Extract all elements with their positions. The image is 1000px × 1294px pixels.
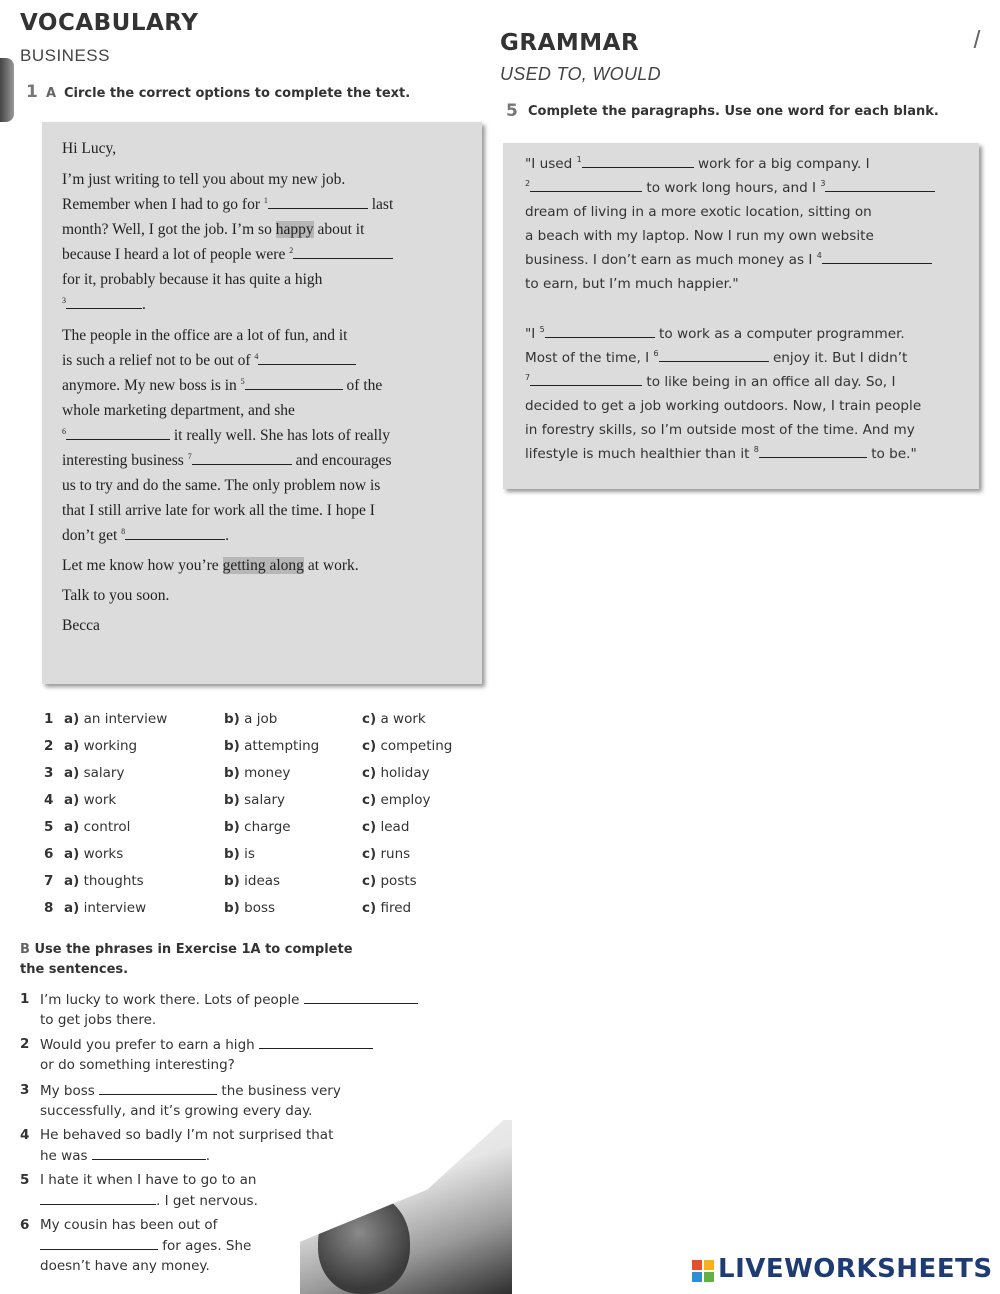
blank-7[interactable] bbox=[192, 450, 292, 465]
option-b[interactable]: b) salary bbox=[224, 792, 286, 808]
letter-line: month? Well, I got the job. I’m so happy about it bbox=[62, 221, 365, 238]
grammar-blank-5[interactable] bbox=[545, 323, 655, 338]
letter-line: whole marketing department, and she bbox=[62, 402, 295, 419]
option-row: 6 a) works b) is c) runs bbox=[44, 846, 411, 862]
part-b-letter: B bbox=[20, 942, 30, 957]
vocabulary-title: VOCABULARY bbox=[20, 10, 199, 36]
logo-text: LIVEWORKSHEETS bbox=[718, 1254, 993, 1284]
option-row: 3 a) salary b) money c) holiday bbox=[44, 765, 430, 781]
letter-line: $^6$ it really well. She has lots of really bbox=[62, 427, 390, 444]
grammar-line: $^2$ to work long hours, and I $^3$ bbox=[525, 176, 973, 200]
grammar-title: GRAMMAR bbox=[500, 30, 640, 56]
exercise-1-number: 1 bbox=[26, 82, 38, 102]
letter-line: because I heard a lot of people were $^2$ bbox=[62, 242, 472, 267]
letter-line: Let me know how you’re getting along at work. bbox=[62, 557, 359, 574]
letter-line: The people in the office are a lot of fun, and it bbox=[62, 327, 348, 344]
blank-6[interactable] bbox=[66, 425, 170, 440]
grammar-subtitle: USED TO, WOULD bbox=[500, 64, 661, 84]
option-a[interactable]: a) interview bbox=[64, 900, 147, 916]
letter-line: is such a relief not to be out of $^4$ bbox=[62, 348, 472, 373]
option-a[interactable]: a) works bbox=[64, 846, 124, 862]
option-c[interactable]: c) lead bbox=[362, 819, 410, 835]
exercise-1-instruction: Circle the correct options to complete the text. bbox=[64, 86, 411, 101]
grammar-line: "I used $^1$ work for a big company. I bbox=[525, 155, 870, 172]
blank-3[interactable] bbox=[66, 294, 142, 309]
sentence-6: 6 My cousin has been out of for ages. She doesn’t have any money. bbox=[20, 1217, 252, 1274]
letter-text bbox=[62, 136, 472, 638]
sentence-4: 4 He behaved so badly I’m not surprised that he was . bbox=[20, 1127, 334, 1164]
letter-greeting: Hi Lucy, bbox=[62, 140, 117, 157]
blank-5[interactable] bbox=[245, 375, 343, 390]
logo-grid-icon bbox=[692, 1260, 714, 1282]
letter-line: interesting business $^7$ and encourages bbox=[62, 452, 392, 469]
sentence-3: 3 My boss the business very successfully, and it’s growing every day. bbox=[20, 1082, 341, 1119]
sentence-2: 2 Would you prefer to earn a high or do something interesting? bbox=[20, 1034, 490, 1075]
option-a[interactable]: a) working bbox=[64, 738, 138, 754]
sentence-blank[interactable] bbox=[259, 1034, 373, 1049]
letter-line: Remember when I had to go for $^1$ last bbox=[62, 196, 394, 213]
letter-box bbox=[42, 122, 482, 684]
exercise-5-number: 5 bbox=[506, 101, 518, 121]
grammar-line: $^7$ to like being in an office all day. So, I bbox=[525, 373, 896, 390]
option-b[interactable]: b) attempting bbox=[224, 738, 320, 754]
grammar-line: Most of the time, I $^6$ enjoy it. But I didn’t bbox=[525, 349, 908, 366]
letter-line: anymore. My new boss is in $^5$ of the bbox=[62, 377, 383, 394]
option-b[interactable]: b) charge bbox=[224, 819, 291, 835]
option-a[interactable]: a) salary bbox=[64, 765, 125, 781]
option-a[interactable]: a) control bbox=[64, 819, 131, 835]
highlight-happy: happy bbox=[275, 221, 314, 238]
liveworksheets-logo bbox=[692, 1256, 992, 1288]
grammar-line: business. I don’t earn as much money as I $^4$ bbox=[525, 248, 973, 272]
option-c[interactable]: c) fired bbox=[362, 900, 412, 916]
vocabulary-subtitle: BUSINESS bbox=[20, 46, 110, 65]
sentence-blank[interactable] bbox=[40, 1235, 158, 1250]
grammar-blank-7[interactable] bbox=[530, 371, 642, 386]
grammar-box bbox=[503, 143, 979, 489]
sentence-1: 1 I’m lucky to work there. Lots of people to get jobs there. bbox=[20, 989, 490, 1030]
sentence-5: 5 I hate it when I have to go to an . I get nervous. bbox=[20, 1172, 258, 1209]
letter-line: that I still arrive late for work all the time. I hope I bbox=[62, 502, 375, 519]
option-b[interactable]: b) is bbox=[224, 846, 255, 862]
sentence-blank[interactable] bbox=[92, 1145, 206, 1160]
sentence-blank[interactable] bbox=[99, 1080, 217, 1095]
option-b[interactable]: b) boss bbox=[224, 900, 276, 916]
corner-mark-icon bbox=[974, 30, 991, 48]
part-b-instruction: B Use the phrases in Exercise 1A to complete the sentences. bbox=[20, 942, 353, 977]
option-row: 4 a) work b) salary c) employ bbox=[44, 792, 431, 808]
exercise-5-instruction: Complete the paragraphs. Use one word for each blank. bbox=[528, 104, 939, 119]
grammar-line: a beach with my laptop. Now I run my own website bbox=[525, 228, 874, 244]
option-c[interactable]: c) posts bbox=[362, 873, 417, 889]
grammar-line: "I $^5$ to work as a computer programmer. bbox=[525, 325, 905, 342]
grammar-blank-1[interactable] bbox=[582, 153, 694, 168]
grammar-text bbox=[525, 152, 973, 466]
option-row: 2 a) working b) attempting c) competing bbox=[44, 738, 453, 754]
option-c[interactable]: c) employ bbox=[362, 792, 431, 808]
sentence-blank[interactable] bbox=[304, 989, 418, 1004]
letter-line: don’t get $^8$ . bbox=[62, 527, 229, 544]
sentence-blank[interactable] bbox=[40, 1190, 156, 1205]
option-c[interactable]: c) competing bbox=[362, 738, 453, 754]
grammar-blank-3[interactable] bbox=[825, 177, 935, 192]
option-b[interactable]: b) a job bbox=[224, 711, 278, 727]
blank-2[interactable] bbox=[293, 244, 393, 259]
grammar-blank-8[interactable] bbox=[759, 443, 867, 458]
option-c[interactable]: c) runs bbox=[362, 846, 411, 862]
option-a[interactable]: a) thoughts bbox=[64, 873, 144, 889]
options-list bbox=[44, 711, 484, 927]
grammar-line: lifestyle is much healthier than it $^8$ to be." bbox=[525, 445, 917, 462]
option-row: 1 a) an interview b) a job c) a work bbox=[44, 711, 426, 727]
blank-8[interactable] bbox=[125, 525, 225, 540]
option-row: 8 a) interview b) boss c) fired bbox=[44, 900, 412, 916]
grammar-line: in forestry skills, so I’m outside most of the time. And my bbox=[525, 422, 915, 438]
option-a[interactable]: a) an interview bbox=[64, 711, 168, 727]
blank-4[interactable] bbox=[258, 350, 356, 365]
letter-closing: Talk to you soon. bbox=[62, 587, 170, 604]
letter-line: for it, probably because it has quite a high bbox=[62, 271, 323, 288]
blank-1[interactable] bbox=[268, 194, 368, 209]
grammar-line: dream of living in a more exotic location, sitting on bbox=[525, 204, 872, 220]
exercise-1-letter: A bbox=[46, 86, 57, 101]
letter-line: us to try and do the same. The only problem now is bbox=[62, 477, 381, 494]
option-row: 7 a) thoughts b) ideas c) posts bbox=[44, 873, 417, 889]
grammar-line: decided to get a job working outdoors. Now, I train people bbox=[525, 398, 922, 414]
highlight-getting-along: getting along bbox=[222, 557, 304, 574]
option-b[interactable]: b) ideas bbox=[224, 873, 281, 889]
grammar-blank-2[interactable] bbox=[530, 177, 642, 192]
option-a[interactable]: a) work bbox=[64, 792, 117, 808]
letter-signature: Becca bbox=[62, 617, 100, 634]
grammar-blank-4[interactable] bbox=[822, 249, 932, 264]
grammar-line: to earn, but I’m much happier." bbox=[525, 276, 739, 292]
option-b[interactable]: b) money bbox=[224, 765, 291, 781]
option-c[interactable]: c) holiday bbox=[362, 765, 430, 781]
option-c[interactable]: c) a work bbox=[362, 711, 426, 727]
grammar-blank-6[interactable] bbox=[659, 347, 769, 362]
page-edge-decoration bbox=[0, 58, 14, 122]
option-row: 5 a) control b) charge c) lead bbox=[44, 819, 410, 835]
letter-line: I’m just writing to tell you about my new job. bbox=[62, 171, 346, 188]
letter-line: $^3$ . bbox=[62, 296, 146, 313]
